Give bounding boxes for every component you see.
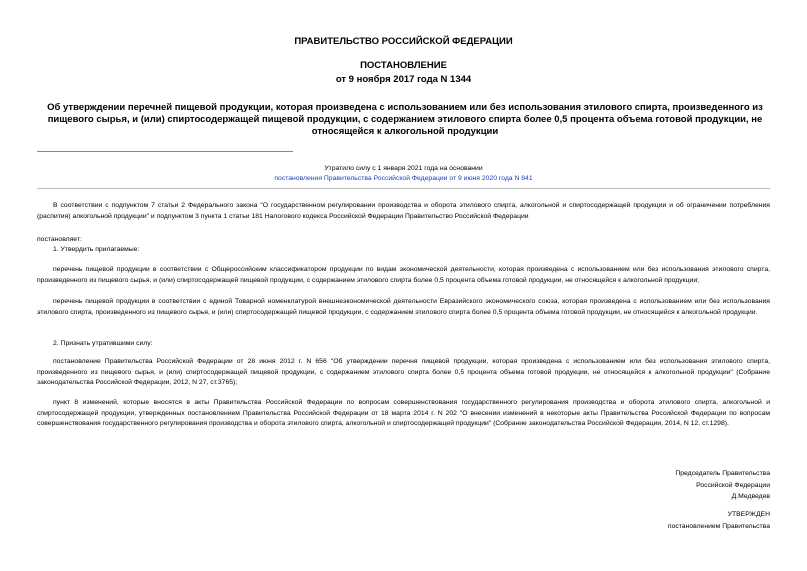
- item-2: 2. Признать утратившими силу:: [53, 340, 153, 347]
- document-type: ПОСТАНОВЛЕНИЕ: [360, 60, 447, 71]
- signature-block: [470, 468, 770, 503]
- status-note: [0, 164, 807, 184]
- status-line: Утратило силу с 1 января 2021 года на основании: [324, 165, 483, 172]
- signature-line-1: Председатель Правительства: [675, 470, 770, 477]
- divider-short: [37, 151, 293, 152]
- item-2-list-a: постановление Правительства Российской Федерации от 28 июня 2012 г. N 656 "Об утверждении перечня пищевой продукции, которая произведена с использованием или без использования этилового спирта, произведенного из пищевого сырья, и (или) спиртосодержащей пищевой продукции, с содержанием этилового спирта более 0,5 процента объема готовой продукции, не относящейся к алкогольной продукции" (Собрание законодательства Российской Федерации, 2012, N 27, ст.3765);: [37, 358, 770, 386]
- divider-long: [37, 188, 770, 189]
- item-2-list-b: пункт 8 изменений, которые вносятся в акты Правительства Российской Федерации по вопросам совершенствования государственного регулирования производства и оборота этилового спирта, алкогольной и спиртосодержащей продукции, утвержденных постановлением Правительства Российской Федерации от 18 марта 2014 г. N 202 "О внесении изменений в некоторые акты Правительства Российской Федерации по вопросам совершенствования государственного регулирования производства и оборота этилового спирта, алкогольной и спиртосодержащей продукции" (Собрание законодательства Российской Федерации, 2014, N 12, ст.1298).: [37, 399, 770, 427]
- government-heading: ПРАВИТЕЛЬСТВО РОССИЙСКОЙ ФЕДЕРАЦИИ: [294, 36, 513, 47]
- preamble-paragraph: В соответствии с подпунктом 7 статьи 2 Федерального закона "О государственном регулировании производства и оборота этилового спирта, алкогольной и спиртосодержащей продукции и об ограничении потребления (распития) алкогольной продукции" и подпунктом 3 пункта 1 статьи 181 Налогового кодекса Российской Федерации Правительство Российской Федерации: [37, 202, 770, 220]
- item-1: 1. Утвердить прилагаемые:: [53, 246, 140, 253]
- approval-line-2: постановлением Правительства: [667, 522, 770, 530]
- signature-name: Д.Медведев: [731, 493, 770, 500]
- document-title: Об утверждении перечней пищевой продукции, которая произведена с использованием или без использования этилового спирта, произведенного из пищевого сырья, и (или) спиртосодержащей пищевой продукции, с содержанием этилового спирта более 0,5 процента объема готовой продукции, не относящейся к алкогольной продукции: [47, 102, 763, 137]
- signature-line-2: Российской Федерации: [696, 481, 770, 489]
- repeal-link[interactable]: постановления Правительства Российской Федерации от 9 июня 2020 года N 841: [274, 175, 533, 182]
- document-date-number: от 9 ноября 2017 года N 1344: [335, 74, 472, 85]
- item-1-list-a: перечень пищевой продукции в соответствии с Общероссийским классификатором продукции по видам экономической деятельности, которая произведена с использованием или без использования этилового спирта, произведенного из пищевого сырья, и (или) спиртосодержащей пищевой продукции, с содержанием этилового спирта более 0,5 процента объема готовой продукции, не относящейся к алкогольной продукции;: [37, 266, 770, 284]
- approval-line-1: УТВЕРЖДЕН: [727, 511, 770, 518]
- item-1-list-b: перечень пищевой продукции в соответствии с единой Товарной номенклатурой внешнеэкономической деятельности Евразийского экономического союза, которая произведена с использованием или без использования этилового спирта, произведенного из пищевого сырья, и (или) спиртосодержащей пищевой продукции, с содержанием этилового спирта более 0,5 процента объема готовой продукции, не относящейся к алкогольной продукции.: [37, 298, 770, 316]
- resolves-text: постановляет:: [37, 236, 82, 243]
- approval-block: [470, 509, 770, 532]
